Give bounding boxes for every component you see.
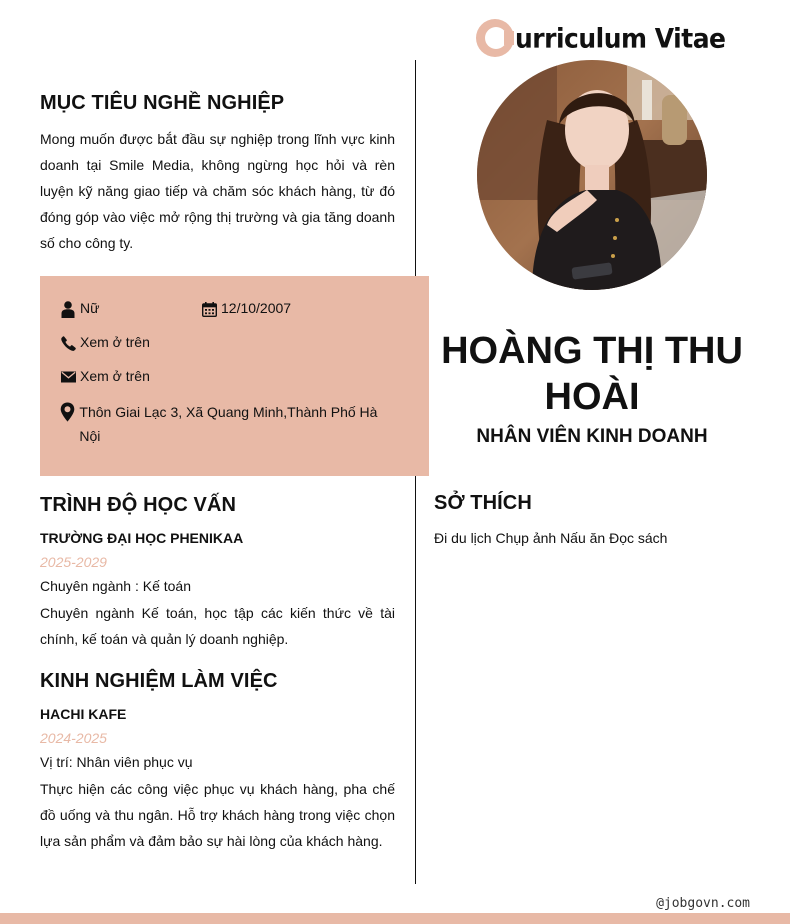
footer-bar	[0, 913, 790, 924]
experience-title: KINH NGHIỆM LÀM VIỆC	[40, 670, 278, 692]
logo-c-mark	[476, 19, 514, 57]
personal-info-box	[40, 276, 429, 476]
education-major: Chuyên ngành : Kế toán	[40, 578, 192, 594]
logo-text: urriculum Vitae	[515, 22, 726, 54]
phone-icon	[60, 334, 76, 352]
job-title: NHÂN VIÊN KINH DOANH	[476, 426, 708, 447]
education-title: TRÌNH ĐỘ HỌC VẤN	[40, 494, 237, 516]
email-row	[60, 368, 150, 386]
gender-row	[60, 300, 99, 318]
phone-value: Xem ở trên	[80, 334, 150, 350]
education-description: Chuyên ngành Kế toán, học tập các kiến thức về tài chính, kế toán và quản lý doanh nghiệp.	[40, 605, 395, 647]
cv-logo	[476, 18, 726, 58]
map-pin-icon	[60, 402, 75, 422]
hobbies-text: Đi du lịch Chụp ảnh Nấu ăn Đọc sách	[434, 530, 668, 546]
full-name: HOÀNG THỊ THU HOÀI	[441, 330, 743, 418]
phone-row	[60, 334, 150, 352]
education-years: 2025-2029	[40, 554, 107, 570]
objective-text: Mong muốn được bắt đầu sự nghiệp trong lĩnh vực kinh doanh tại Smile Media, không ngừng học hỏi và rèn luyện kỹ năng giao tiếp và chăm sóc khách hàng, từ đó đóng góp vào việc mở rộng thị trường và gia tăng doanh số cho công ty.	[40, 131, 395, 251]
profile-photo	[477, 60, 707, 290]
gender-value: Nữ	[80, 300, 100, 316]
school-name: TRƯỜNG ĐẠI HỌC PHENIKAA	[40, 530, 244, 546]
hobbies-title: SỞ THÍCH	[434, 492, 532, 514]
experience-description: Thực hiện các công việc phục vụ khách hàng, pha chế đồ uống và thu ngân. Hỗ trợ khách hàng trong việc chọn lựa sản phẩm và đảm bảo sự hài lòng của khách hàng.	[40, 781, 395, 849]
watermark: @jobgovn.com	[656, 896, 750, 911]
dob-value: 12/10/2007	[221, 300, 292, 316]
envelope-icon	[60, 368, 76, 386]
experience-position: Vị trí: Nhân viên phục vụ	[40, 754, 193, 770]
person-icon	[60, 300, 76, 318]
address-value: Thôn Giai Lạc 3, Xã Quang Minh,Thành Phố Hà Nội	[79, 404, 378, 444]
email-value: Xem ở trên	[80, 368, 150, 384]
company-name: HACHI KAFE	[40, 706, 127, 722]
calendar-icon	[201, 300, 217, 318]
objective-title: MỤC TIÊU NGHỀ NGHIỆP	[40, 92, 285, 114]
experience-years: 2024-2025	[40, 730, 107, 746]
address-row	[60, 402, 390, 448]
dob-row	[201, 300, 291, 318]
